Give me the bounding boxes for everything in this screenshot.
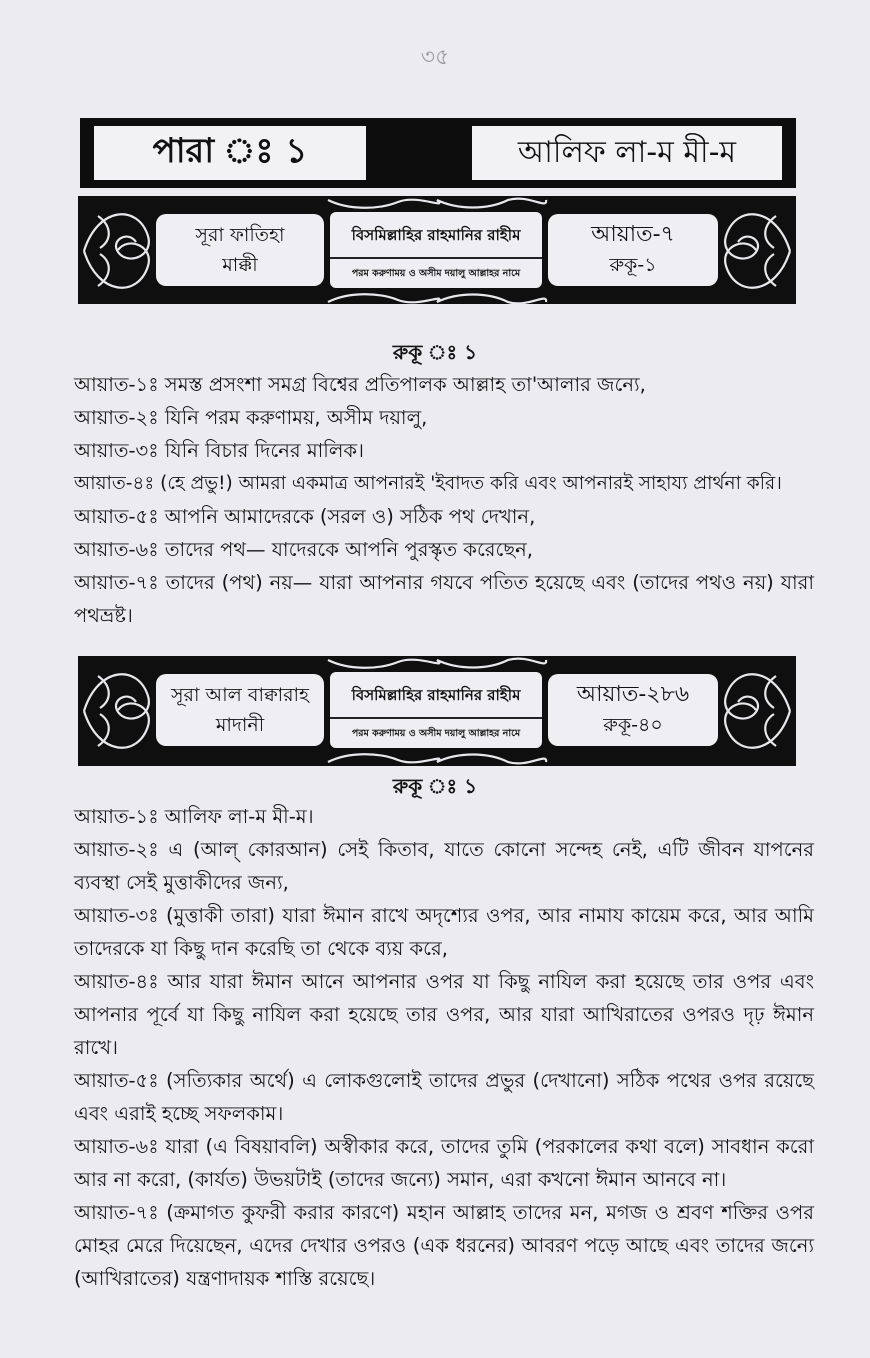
surah-fatiha-banner [78,196,796,304]
para-header-bar [80,118,796,188]
verse: আয়াত-৫ঃ আপনি আমাদেরকে (সরল ও) সঠিক পথ দেখান, [74,505,536,528]
surah-name: সূরা ফাতিহা [195,224,285,246]
surah-count-panel [548,214,718,286]
verse: আয়াত-২ঃ যিনি পরম করুণাময়, অসীম দয়ালু, [74,406,428,429]
para-number-label: পারা ঃ ১ [94,126,366,180]
verse: আয়াত-৭ঃ (ক্রমাগত কুফরী করার কারণে) মহান আল্লাহ তাদের মন, মগজ ও শ্রবণ শক্তির ওপর মোহর মেরে দিয়েছেন, এদের দেখার ওপরও (এক ধরনের) আবরণ পড়ে আছে এবং তাদের জন্যে (আখিরাতের) যন্ত্রণাদায়ক শাস্তি রয়েছে। [74,1201,814,1290]
surah-info-panel [156,214,324,286]
ruku-heading: রুকূ ঃ ১ [392,340,478,364]
bismillah-text: বিসমিল্লাহির রাহমানির রাহীম [330,218,542,259]
verse: আয়াত-৫ঃ (সত্যিকার অর্থে) এ লোকগুলোই তাদের প্রভুর (দেখানো) সঠিক পথের ওপর রয়েছে এবং এরাই হচ্ছে সফলকাম। [74,1069,814,1125]
verse: আয়াত-৪ঃ (হে প্রভু!) আমরা একমাত্র আপনারই 'ইবাদত করি এবং আপনারই সাহায্য প্রার্থনা করি। [74,473,782,494]
ruku-count: রুকূ-১ [609,254,657,276]
bismillah-panel [330,212,542,288]
ayat-count: আয়াত-৭ [591,222,675,247]
verse: আয়াত-৩ঃ যিনি বিচার দিনের মালিক। [74,439,365,462]
bismillah-translation: পরম করুণাময় ও অসীম দয়ালু আল্লাহর নামে [351,268,521,279]
para-name-label: আলিফ লা-ম মী-ম [472,126,782,180]
surah-baqarah-verses [74,800,814,1295]
ayat-count: আয়াত-২৮৬ [576,682,690,707]
surah-type: মাদানী [215,714,265,736]
surah-info-panel [156,674,324,746]
verse: আয়াত-১ঃ সমস্ত প্রসংশা সমগ্র বিশ্বের প্রতিপালক আল্লাহ তা'আলার জন্যে, [74,373,646,396]
verse: আয়াত-৬ঃ তাদের পথ— যাদেরকে আপনি পুরস্কৃত করেছেন, [74,538,533,561]
ruku-heading: রুকূ ঃ ১ [392,774,478,798]
page-number: ৩৫ [420,45,450,70]
verse: আয়াত-৬ঃ যারা (এ বিষয়াবলি) অস্বীকার করে, তাদের তুমি (পরকালের কথা বলে) সাবধান করো আর না করো, (কার্যত) উভয়টাই (তাদের জন্যে) সমান, এরা কখনো ঈমান আনবে না। [74,1135,814,1191]
surah-count-panel [548,674,718,746]
bismillah-text: বিসমিল্লাহির রাহমানির রাহীম [330,678,542,719]
surah-fatiha-verses [74,368,814,632]
verse: আয়াত-৭ঃ তাদের (পথ) নয়— যারা আপনার গযবে পতিত হয়েছে এবং (তাদের পথও নয়) যারা পথভ্রষ্ট। [74,571,814,627]
verse: আয়াত-৩ঃ (মুত্তাকী তারা) যারা ঈমান রাখে অদৃশ্যের ওপর, আর নামায কায়েম করে, আর আমি তাদেরকে যা কিছু দান করেছি তা থেকে ব্যয় করে, [74,904,814,960]
ruku-count: রুকূ-৪০ [603,714,663,736]
verse: আয়াত-২ঃ এ (আল্ কোরআন) সেই কিতাব, যাতে কোনো সন্দেহ নেই, এটি জীবন যাপনের ব্যবস্থা সেই মুত্তাকীদের জন্য, [74,838,814,894]
surah-baqarah-banner [78,656,796,766]
surah-name: সূরা আল বাক্বারাহ [170,684,310,706]
bismillah-panel [330,672,542,748]
bismillah-translation: পরম করুণাময় ও অসীম দয়ালু আল্লাহর নামে [351,728,521,739]
verse: আয়াত-৪ঃ আর যারা ঈমান আনে আপনার ওপর যা কিছু নাযিল করা হয়েছে তার ওপর এবং আপনার পূর্বে যা কিছু নাযিল করা হয়েছে তার ওপর, আর যারা আখিরাতের ওপরও দৃঢ় ঈমান রাখে। [74,970,814,1059]
verse: আয়াত-১ঃ আলিফ লা-ম মী-ম। [74,805,314,828]
surah-type: মাক্কী [222,254,258,276]
